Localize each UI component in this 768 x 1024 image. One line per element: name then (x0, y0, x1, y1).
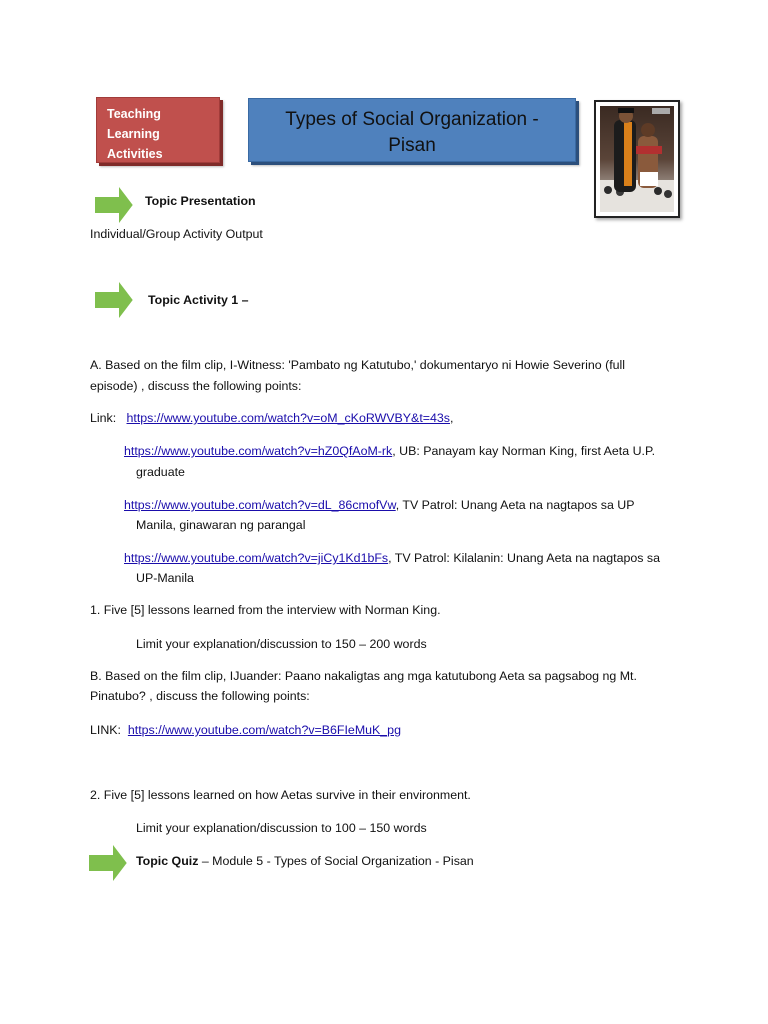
item-1-text: 1. Five [5] lessons learned from the interview with Norman King. (90, 603, 441, 617)
link-2-description: , UB: Panayam kay Norman King, first Aeta U.P. (392, 444, 656, 458)
link-3-description-line-2: Manila, ginawaran ng parangal (136, 518, 306, 532)
youtube-link-1[interactable]: https://www.youtube.com/watch?v=oM_cKoRWVBY&t=43s (126, 411, 450, 425)
title-line-1: Types of Social Organization - (285, 109, 539, 130)
limit-1-text: Limit your explanation/discussion to 150 – 200 words (136, 637, 427, 651)
limit-2-text: Limit your explanation/discussion to 100 – 150 words (136, 821, 427, 835)
activity-output-label: Individual/Group Activity Output (90, 227, 263, 241)
link-3-description: , TV Patrol: Unang Aeta na nagtapos sa UP (395, 498, 635, 512)
arrow-right-icon (92, 180, 136, 230)
topic-quiz-label: Topic Quiz (136, 854, 199, 868)
photo-graduation-icon (596, 102, 678, 216)
part-a-intro-line-2: episode) , discuss the following points: (90, 379, 302, 393)
topic-presentation-heading: Topic Presentation (145, 194, 256, 208)
topic-quiz-line (136, 853, 474, 869)
link-row-b (90, 722, 401, 738)
arrow-right-icon (86, 838, 130, 888)
link-2-description-line-2: graduate (136, 465, 185, 479)
youtube-link-b[interactable]: https://www.youtube.com/watch?v=B6FIeMuK_pg (127, 723, 401, 737)
youtube-link-2[interactable]: https://www.youtube.com/watch?v=hZ0QfAoM-rk (124, 444, 393, 458)
link-label: Link: (90, 411, 117, 425)
graduation-photo (594, 100, 680, 218)
page-title (248, 98, 576, 162)
link-4-description: , TV Patrol: Kilalanin: Unang Aeta na nagtapos sa (388, 551, 660, 565)
youtube-link-4[interactable]: https://www.youtube.com/watch?v=jiCy1Kd1bFs (124, 551, 389, 565)
link-1-suffix: , (449, 411, 454, 425)
part-a-intro-line-1: A. Based on the film clip, I-Witness: 'Pambato ng Katutubo,' dokumentaryo ni Howie Severino (full (90, 358, 626, 372)
teaching-learning-activities-label: Teaching Learning Activities (96, 97, 220, 163)
link-label-b: LINK: (90, 723, 121, 737)
title-line-2: Pisan (388, 135, 436, 156)
item-2-text: 2. Five [5] lessons learned on how Aetas survive in their environment. (90, 788, 471, 802)
arrow-right-icon (92, 275, 136, 325)
youtube-link-3[interactable]: https://www.youtube.com/watch?v=dL_86cmofVw (124, 498, 396, 512)
link-4-description-line-2: UP-Manila (136, 571, 194, 585)
topic-quiz-text: – Module 5 - Types of Social Organization - Pisan (198, 854, 474, 868)
topic-activity-heading: Topic Activity 1 – (148, 293, 249, 307)
link-row-3 (124, 497, 635, 513)
link-row-4 (124, 550, 660, 566)
part-b-intro-line-2: Pinatubo? , discuss the following points: (90, 689, 310, 703)
link-row-2 (124, 443, 655, 459)
link-row-1 (90, 410, 453, 426)
part-b-intro-line-1: B. Based on the film clip, IJuander: Paano nakaligtas ang mga katutubong Aeta sa pagsabog ng Mt. (90, 669, 637, 683)
